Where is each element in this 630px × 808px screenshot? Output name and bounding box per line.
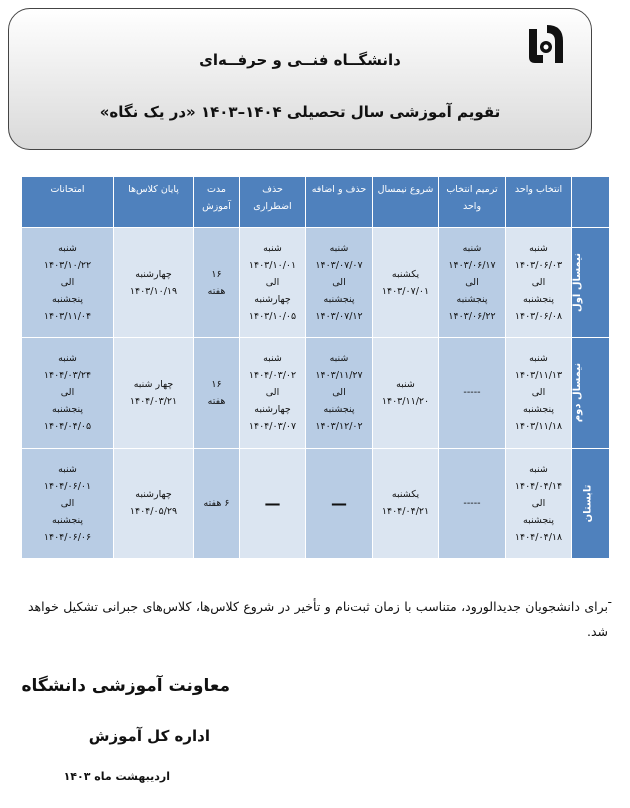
table-cell [114, 338, 194, 448]
column-header: انتخاب واحد [506, 177, 572, 228]
cell-line: ۱۴۰۳/۰۷/۱۲ [315, 311, 363, 323]
cell-line: پنجشنبه [52, 294, 83, 306]
cell-line: ۱۴۰۴/۰۴/۰۵ [43, 421, 92, 433]
column-header: پایان کلاس‌ها [114, 177, 194, 228]
cell-line: پنجشنبه [323, 404, 355, 416]
cell-line: ۱۶ [211, 378, 222, 390]
cell-line: ۱۴۰۳/۰۶/۱۷ [448, 260, 496, 272]
academic-calendar-table [21, 176, 610, 559]
cell-line: شنبه [529, 353, 548, 365]
cell-line: ----- [463, 387, 481, 399]
cell-line: ۱۴۰۳/۱۰/۰۱ [248, 260, 297, 272]
table-cell [194, 228, 240, 338]
table-cell [439, 228, 506, 338]
cell-line: ۱۴۰۳/۱۱/۱۸ [514, 421, 563, 433]
table-cell [194, 448, 240, 558]
cell-line: الی [332, 277, 346, 289]
table-row [22, 228, 610, 338]
cell-line: ۱۴۰۳/۱۲/۰۲ [315, 421, 363, 433]
office-signature: اداره کل آموزش [88, 727, 210, 745]
table-row [22, 448, 610, 558]
cell-line: الی [332, 387, 346, 399]
cell-line: ۱۴۰۳/۱۱/۱۳ [514, 370, 563, 382]
table-cell [22, 228, 114, 338]
cell-line: ۱۴۰۴/۰۵/۲۹ [129, 506, 178, 518]
cell-line: پنجشنبه [523, 514, 554, 526]
cell-line: شنبه [58, 243, 77, 255]
cell-line: ----- [463, 497, 481, 509]
table-row [22, 338, 610, 448]
cell-line: شنبه [263, 243, 282, 255]
cell-line: ۱۴۰۳/۰۷/۰۷ [315, 260, 363, 272]
cell-line: پنجشنبه [523, 404, 554, 416]
cell-line: شنبه [58, 463, 77, 475]
cell-line: چهارشنبه [254, 294, 291, 306]
column-header: حذف اضطراری [240, 177, 306, 228]
cell-line: ۱۴۰۴/۰۴/۲۱ [381, 506, 430, 518]
cell-line: ۱۴۰۳/۰۶/۰۸ [514, 311, 563, 323]
table-cell [439, 338, 506, 448]
university-title: دانشگــاه فنــی و حرفــه‌ای [199, 51, 401, 69]
table-cell [306, 228, 373, 338]
semester-label [572, 338, 610, 448]
cell-line: شنبه [396, 378, 415, 390]
semester-label [572, 228, 610, 338]
semester-label-text: نیمسال اول [572, 253, 584, 313]
cell-line: پنجشنبه [52, 404, 83, 416]
cell-line: ۱۴۰۴/۰۳/۲۱ [129, 395, 178, 407]
header-box [8, 8, 592, 150]
cell-line: ۱۴۰۳/۱۱/۲۷ [315, 370, 363, 382]
cell-line: ۱۴۰۴/۰۶/۰۶ [43, 531, 92, 543]
cell-line: الی [60, 497, 75, 509]
semester-label [572, 448, 610, 558]
column-header: ترمیم انتخاب واحد [439, 177, 506, 228]
cell-line: الی [60, 277, 75, 289]
cell-line: ۱۴۰۴/۰۳/۰۲ [248, 370, 297, 382]
calendar-title: تقویم آموزشی سال تحصیلی ۱۴۰۴–۱۴۰۳ «در یک نگاه» [99, 103, 501, 121]
cell-line: شنبه [263, 353, 282, 365]
cell-line: چهارشنبه [254, 404, 291, 416]
cell-line: ۱۴۰۳/۱۰/۰۵ [248, 311, 297, 323]
table-cell [373, 228, 439, 338]
table-cell [373, 448, 439, 558]
cell-line: هفته [207, 285, 226, 297]
cell-line: ۱۴۰۴/۰۳/۲۴ [43, 370, 92, 382]
cell-line: ۱۴۰۴/۰۶/۰۱ [43, 480, 92, 492]
column-header: مدت آموزش [194, 177, 240, 228]
cell-line: ۱۴۰۳/۱۰/۱۹ [129, 285, 178, 297]
cell-line: ۱۴۰۳/۱۰/۲۲ [43, 260, 92, 272]
table-cell [306, 448, 373, 558]
table-cell [22, 338, 114, 448]
cell-line: — [264, 493, 281, 513]
cell-line: شنبه [329, 353, 349, 365]
table-cell [114, 228, 194, 338]
cell-line: ۱۴۰۴/۰۴/۱۸ [514, 531, 563, 543]
cell-line: چهار شنبه [133, 378, 174, 390]
cell-line: یکشنبه [391, 489, 420, 501]
cell-line: شنبه [329, 243, 349, 255]
note-bullet: - [607, 594, 612, 609]
cell-line: پنجشنبه [52, 514, 83, 526]
cell-line: پنجشنبه [523, 294, 554, 306]
table-cell [22, 448, 114, 558]
cell-line: — [331, 493, 347, 513]
cell-line: شنبه [58, 353, 77, 365]
cell-line: الی [531, 277, 546, 289]
table-cell [373, 338, 439, 448]
cell-line: شنبه [462, 243, 482, 255]
table-cell [114, 448, 194, 558]
table-cell [506, 448, 572, 558]
cell-line: الی [60, 387, 75, 399]
cell-line: هفته [207, 395, 226, 407]
cell-line: شنبه [529, 243, 548, 255]
column-header: امتحانات [22, 177, 114, 228]
table-cell [240, 228, 306, 338]
department-signature: معاونت آموزشی دانشگاه [21, 676, 230, 696]
cell-line: ۱۴۰۳/۰۷/۰۱ [381, 285, 430, 297]
issue-date: اردیبهشت ماه ۱۴۰۳ [63, 770, 170, 783]
cell-line: الی [465, 277, 479, 289]
table-cell [240, 448, 306, 558]
cell-line: الی [531, 387, 546, 399]
cell-line: ۶ هفته [203, 497, 230, 509]
cell-line: ۱۴۰۳/۰۶/۲۲ [448, 311, 496, 323]
cell-line: یکشنبه [391, 268, 420, 280]
cell-line: چهارشنبه [135, 268, 172, 280]
table-header-row [22, 177, 610, 228]
column-header: حذف و اضافه [306, 177, 373, 228]
cell-line: ۱۴۰۴/۰۴/۱۴ [514, 480, 563, 492]
cell-line: ۱۴۰۴/۰۳/۰۷ [248, 421, 297, 433]
table-cell [194, 338, 240, 448]
cell-line: پنجشنبه [456, 294, 488, 306]
semester-label-text: نیمسال دوم [571, 363, 583, 423]
table-cell [240, 338, 306, 448]
table-cell [439, 448, 506, 558]
cell-line: ۱۴۰۳/۱۱/۰۴ [43, 311, 92, 323]
cell-line: ۱۶ [211, 268, 222, 280]
table-cell [306, 338, 373, 448]
semester-label-text: تابستان [582, 484, 594, 523]
compensatory-classes-note: برای دانشجویان جدیدالورود، متناسب با زمان ثبت‌نام و تأخیر در شروع کلاس‌ها، کلاس‌های جبرانی تشکیل خواهد شد. [28, 599, 608, 639]
header-corner [572, 177, 610, 228]
cell-line: الی [265, 387, 280, 399]
cell-line: الی [531, 497, 546, 509]
column-header: شروع نیمسال [373, 177, 439, 228]
cell-line: پنجشنبه [323, 294, 355, 306]
cell-line: الی [265, 277, 280, 289]
cell-line: شنبه [529, 463, 548, 475]
cell-line: ۱۴۰۳/۱۱/۲۰ [381, 395, 430, 407]
cell-line: ۱۴۰۳/۰۶/۰۳ [514, 260, 563, 272]
cell-line: چهارشنبه [135, 489, 172, 501]
